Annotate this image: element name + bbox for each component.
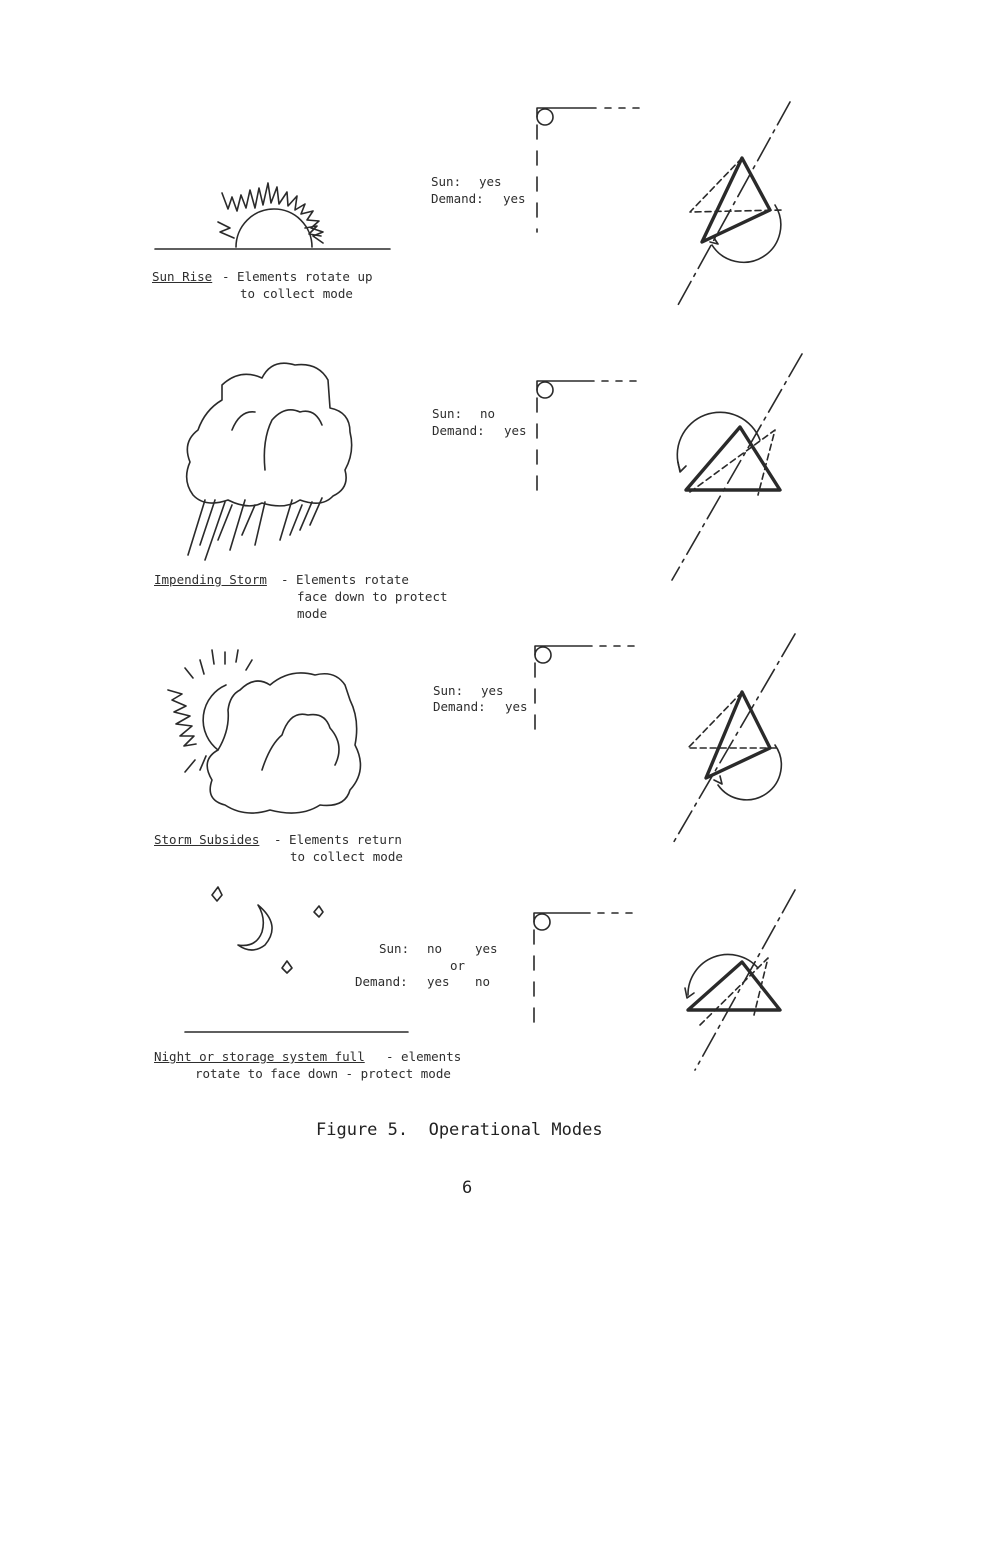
collect-mode-diagram-1 xyxy=(537,102,790,305)
night-illustration xyxy=(185,887,408,1032)
mode-desc-line2: face down to protect xyxy=(297,589,448,604)
sun-value-a: no xyxy=(427,941,443,956)
collect-mode-diagram-3 xyxy=(535,634,795,845)
or-text: or xyxy=(450,958,466,973)
figure-caption: Figure 5. Operational Modes xyxy=(316,1120,603,1140)
page-number: 6 xyxy=(462,1178,473,1198)
demand-value: yes xyxy=(505,699,528,714)
sun-label: Sun: xyxy=(379,941,410,956)
sun-label: Sun: xyxy=(432,406,463,421)
demand-value: yes xyxy=(504,423,527,438)
mode-title-storm-subsides: Storm Subsides xyxy=(154,832,260,847)
mode-desc-line1: - elements xyxy=(386,1049,462,1064)
demand-value: yes xyxy=(503,191,526,206)
mode-title-night: Night or storage system full xyxy=(154,1049,365,1064)
mode-desc-line1: - Elements return xyxy=(274,832,402,847)
sunrise-illustration xyxy=(155,183,390,249)
sun-value: yes xyxy=(481,683,504,698)
mode-title-sun-rise: Sun Rise xyxy=(152,269,213,284)
demand-label: Demand: xyxy=(433,699,486,714)
mode-desc-line3: mode xyxy=(297,606,328,621)
mode-desc-line2: to collect mode xyxy=(290,849,403,864)
mode-desc-line2: to collect mode xyxy=(240,286,353,301)
storm-cloud-illustration xyxy=(187,363,352,560)
sun-value: yes xyxy=(479,174,502,189)
protect-mode-diagram-4 xyxy=(534,890,795,1070)
demand-label: Demand: xyxy=(355,974,408,989)
protect-mode-diagram-2 xyxy=(537,354,802,580)
sun-value: no xyxy=(480,406,496,421)
sun-label: Sun: xyxy=(433,683,464,698)
demand-label: Demand: xyxy=(432,423,485,438)
mode-title-impending-storm: Impending Storm xyxy=(154,572,267,587)
sun-label: Sun: xyxy=(431,174,462,189)
demand-label: Demand: xyxy=(431,191,484,206)
sun-value-b: yes xyxy=(475,941,498,956)
demand-value-b: no xyxy=(475,974,491,989)
sun-and-cloud-illustration xyxy=(168,650,360,813)
demand-value-a: yes xyxy=(427,974,450,989)
mode-desc-line2: rotate to face down - protect mode xyxy=(195,1066,451,1081)
mode-desc-line1: - Elements rotate up xyxy=(222,269,373,284)
mode-desc-line1: - Elements rotate xyxy=(281,572,409,587)
